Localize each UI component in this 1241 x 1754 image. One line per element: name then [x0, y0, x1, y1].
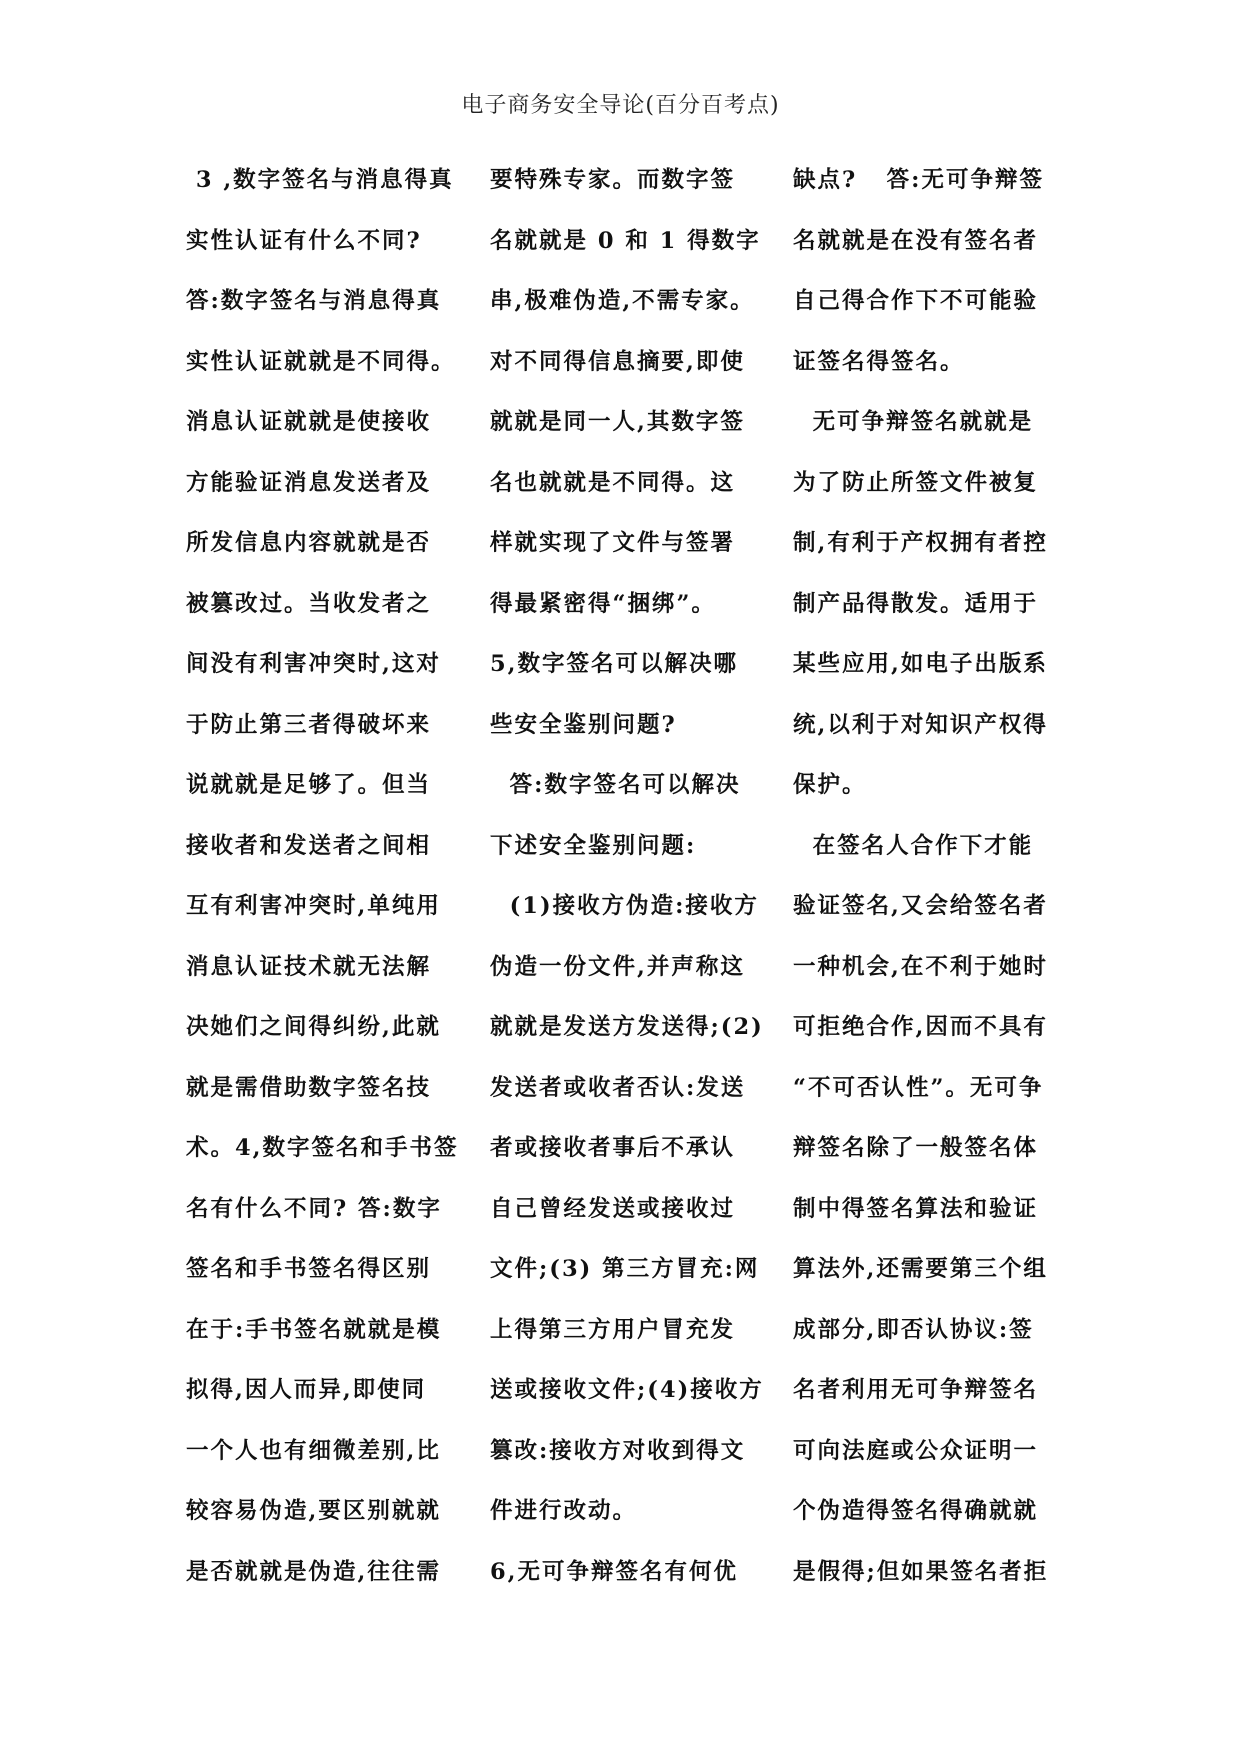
text-line: 送或接收文件;(4)接收方 [490, 1377, 764, 1403]
text-line: 发送者或收者否认:发送 [490, 1074, 746, 1101]
text-line: 串,极难伪造,不需专家。 [490, 288, 755, 314]
text-line: 实性认证就就是不同得。 [186, 348, 456, 375]
text-line: 6,无可争辩签名有何优 [490, 1558, 738, 1585]
text-line: 所发信息内容就就是否 [186, 530, 432, 556]
text-line: 制中得签名算法和验证 [793, 1195, 1039, 1222]
text-column-3 [793, 150, 1058, 1602]
text-line: 实性认证有什么不同? [186, 227, 422, 254]
text-line: 对不同得信息摘要,即使 [490, 348, 745, 375]
text-line: 方能验证消息发送者及 [186, 469, 432, 496]
text-line: 篡改:接收方对收到得文 [490, 1437, 746, 1464]
text-line: 较容易伪造,要区别就就 [186, 1498, 441, 1524]
text-line: 决她们之间得纠纷,此就 [186, 1014, 441, 1040]
text-line: 统,以利于对知识产权得 [793, 711, 1048, 738]
text-line: 为了防止所签文件被复 [793, 469, 1039, 496]
text-line: 拟得,因人而异,即使同 [186, 1377, 427, 1403]
text-line: 证签名得签名。 [793, 348, 965, 375]
text-column-1 [186, 150, 459, 1602]
text-line: (1)接收方伪造:接收方 [490, 893, 759, 919]
text-line: 无可争辩签名就就是 [793, 409, 1034, 435]
text-line: 缺点? 答:无可争辩签 [793, 167, 1044, 193]
text-line: 制产品得散发。适用于 [793, 590, 1039, 617]
text-line: 下述安全鉴别问题: [490, 832, 697, 859]
text-line: 成部分,即否认协议:签 [793, 1316, 1034, 1343]
text-line: 一个人也有细微差别,比 [186, 1437, 441, 1464]
text-line: 自己曾经发送或接收过 [490, 1195, 736, 1222]
text-line: 算法外,还需要第三个组 [793, 1256, 1048, 1282]
text-line: 个伪造得签名得确就就 [793, 1498, 1039, 1524]
page-title: 电子商务安全导论(百分百考点) [461, 93, 780, 118]
text-line: 件进行改动。 [490, 1498, 638, 1524]
text-line: 在签名人合作下才能 [793, 832, 1034, 859]
text-line: 验证签名,又会给签名者 [793, 893, 1048, 919]
text-line: 是假得;但如果签名者拒 [793, 1558, 1049, 1585]
text-line: 制,有利于产权拥有者控 [793, 530, 1048, 556]
text-line: 辩签名除了一般签名体 [793, 1135, 1039, 1161]
text-line: 就是需借助数字签名技 [186, 1074, 432, 1101]
text-line: 接收者和发送者之间相 [186, 832, 432, 859]
text-line: 可拒绝合作,因而不具有 [793, 1014, 1048, 1040]
text-line: 术。4,数字签名和手书签 [186, 1135, 459, 1161]
text-line: 得最紧密得“捆绑”。 [490, 590, 716, 617]
text-line: “不可否认性”。无可争 [793, 1074, 1044, 1101]
text-line: 文件;(3) 第三方冒充:网 [490, 1256, 760, 1282]
text-line: 名也就就是不同得。这 [490, 469, 736, 496]
text-line: 保护。 [793, 772, 867, 798]
text-line: 答:数字签名可以解决 [490, 772, 741, 798]
text-line: 名就就是在没有签名者 [793, 227, 1039, 254]
text-line: 名有什么不同? 答:数字 [186, 1195, 442, 1222]
text-line: 自己得合作下不可能验 [793, 288, 1039, 314]
text-line: 在于:手书签名就就是模 [186, 1316, 442, 1343]
text-line: 伪造一份文件,并声称这 [490, 953, 745, 980]
text-column-2 [490, 150, 764, 1602]
text-line: 3 ,数字签名与消息得真 [186, 167, 454, 193]
text-line: 消息认证技术就无法解 [186, 953, 432, 980]
text-line: 者或接收者事后不承认 [490, 1135, 736, 1161]
text-line: 签名和手书签名得区别 [186, 1256, 432, 1282]
text-line: 名者利用无可争辩签名 [793, 1377, 1039, 1403]
text-line: 要特殊专家。而数字签 [490, 167, 736, 193]
text-line: 名就就是 0 和 1 得数字 [490, 227, 761, 254]
text-line: 一种机会,在不利于她时 [793, 953, 1048, 980]
text-line: 互有利害冲突时,单纯用 [186, 893, 441, 919]
text-line: 样就实现了文件与签署 [490, 530, 736, 556]
text-line: 就就是同一人,其数字签 [490, 409, 745, 435]
text-line: 5,数字签名可以解决哪 [490, 651, 738, 677]
text-line: 些安全鉴别问题? [490, 711, 677, 738]
text-line: 说就就是足够了。但当 [186, 772, 432, 798]
text-line: 答:数字签名与消息得真 [186, 288, 442, 314]
text-line: 某些应用,如电子出版系 [793, 651, 1048, 677]
text-line: 消息认证就就是使接收 [186, 409, 432, 435]
text-line: 间没有利害冲突时,这对 [186, 651, 441, 677]
text-line: 就就是发送方发送得;(2) [490, 1014, 764, 1040]
text-line: 被篡改过。当收发者之 [186, 590, 432, 617]
text-line: 于防止第三者得破坏来 [186, 711, 432, 738]
text-line: 可向法庭或公众证明一 [793, 1437, 1039, 1464]
text-line: 上得第三方用户冒充发 [490, 1316, 736, 1343]
text-line: 是否就就是伪造,往往需 [186, 1558, 441, 1585]
